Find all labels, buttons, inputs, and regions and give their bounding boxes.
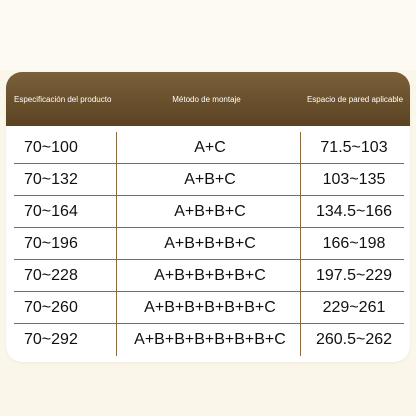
method-cell: A+B+B+B+B+C	[154, 267, 266, 284]
table-row	[14, 324, 404, 356]
table-header	[6, 72, 410, 126]
spec-cell: 70~132	[24, 171, 78, 188]
spec-cell: 70~100	[24, 139, 78, 156]
method-cell: A+B+B+B+B+B+B+C	[134, 331, 286, 348]
spec-table-card	[6, 72, 410, 362]
table-row	[14, 196, 404, 228]
method-cell: A+B+C	[184, 171, 236, 188]
table-row	[14, 132, 404, 164]
wall-space-cell: 197.5~229	[315, 267, 393, 284]
table-row	[14, 292, 404, 324]
wall-space-cell: 229~261	[322, 299, 386, 316]
method-cell: A+C	[194, 139, 226, 156]
wall-space-cell: 103~135	[322, 171, 386, 188]
method-cell: A+B+B+B+B+B+C	[144, 299, 276, 316]
method-cell: A+B+B+B+C	[164, 235, 256, 252]
header-mount-method: Método de montaje	[172, 94, 241, 104]
spec-cell: 70~292	[24, 331, 78, 348]
top-background	[0, 0, 416, 70]
spec-cell: 70~228	[24, 267, 78, 284]
spec-cell: 70~164	[24, 203, 78, 220]
table-row	[14, 228, 404, 260]
header-product-spec: Especificación del producto	[14, 94, 112, 104]
wall-space-cell: 71.5~103	[320, 139, 388, 156]
wall-space-cell: 134.5~166	[315, 203, 393, 220]
table-row	[14, 164, 404, 196]
table-body	[14, 132, 404, 356]
table-row	[14, 260, 404, 292]
spec-cell: 70~196	[24, 235, 78, 252]
wall-space-cell: 166~198	[322, 235, 386, 252]
header-wall-space: Espacio de pared aplicable	[306, 94, 404, 104]
wall-space-cell: 260.5~262	[315, 331, 393, 348]
spec-cell: 70~260	[24, 299, 78, 316]
method-cell: A+B+B+C	[174, 203, 246, 220]
